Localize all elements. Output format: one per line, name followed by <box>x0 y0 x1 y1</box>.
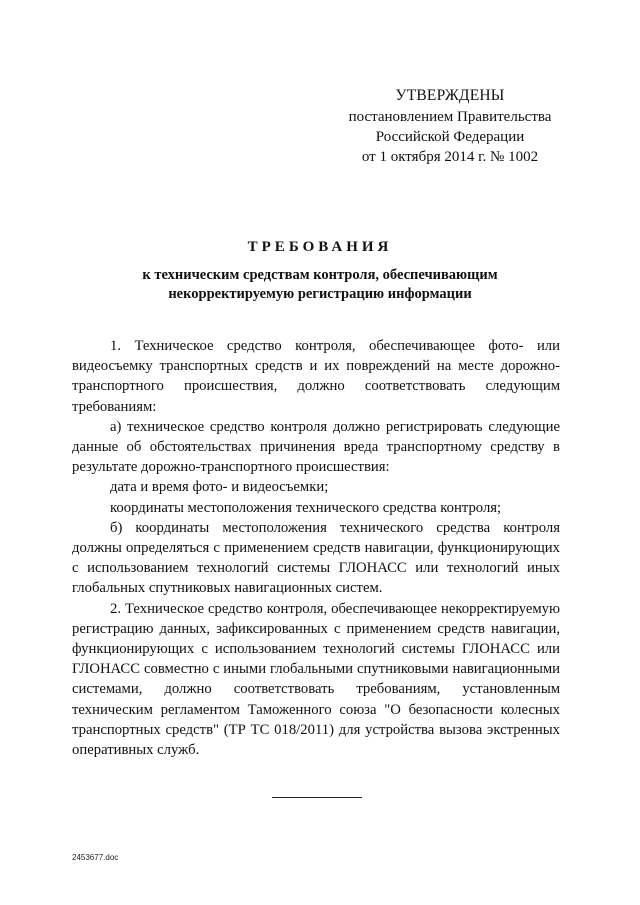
document-title-block <box>70 237 570 304</box>
document-body <box>72 336 560 760</box>
approval-line-3: от 1 октября 2014 г. № 1002 <box>361 149 539 165</box>
paragraph-1a: а) техническое средство контроля должно регистрировать следующие данные об обстоятельствах причинения вреда транспортному средству в результате дорожно-транспортного происшествия: <box>72 418 560 476</box>
paragraph-2: 2. Техническое средство контроля, обеспечивающее некорректируемую регистрацию данных, зафиксированных с применением средств навигации, функционирующих с использованием технологий системы ГЛОНАСС или ГЛОНАСС совместно с иными глобальными спутниковыми навигационными системами, должно соответствовать требованиям, установленным техническим регламентом Таможенного союза "О безопасности колесных транспортных средств" (ТР ТС 018/2011) для устройства вызова экстренных оперативных служб. <box>72 600 560 759</box>
document-subtitle-line-2: некорректируемую регистрацию информации <box>168 286 472 302</box>
paragraph-1a-item-2: координаты местоположения технического средства контроля; <box>110 499 502 516</box>
paragraph-1b: б) координаты местоположения технического средства контроля должны определяться с применением средств навигации, функционирующих с использованием технологий системы ГЛОНАСС или технологий иных глобальных спутниковых навигационных систем. <box>72 519 560 597</box>
document-title: ТРЕБОВАНИЯ <box>247 239 393 255</box>
approval-line-2: Российской Федерации <box>375 129 525 145</box>
end-separator-line <box>272 797 362 798</box>
approval-heading: УТВЕРЖДЕНЫ <box>395 87 505 104</box>
approval-line-1: постановлением Правительства <box>348 109 552 125</box>
approval-stamp <box>330 86 570 167</box>
document-file-id: 2453677.doc <box>72 853 119 862</box>
paragraph-1: 1. Техническое средство контроля, обеспечивающее фото- или видеосъемку транспортных средств и их повреждений на месте дорожно-транспортного происшествия, должно соответствовать следующим требованиям: <box>72 338 560 415</box>
paragraph-1a-item-1: дата и время фото- и видеосъемки; <box>110 479 329 496</box>
document-subtitle-line-1: к техническим средствам контроля, обеспечивающим <box>142 267 498 283</box>
